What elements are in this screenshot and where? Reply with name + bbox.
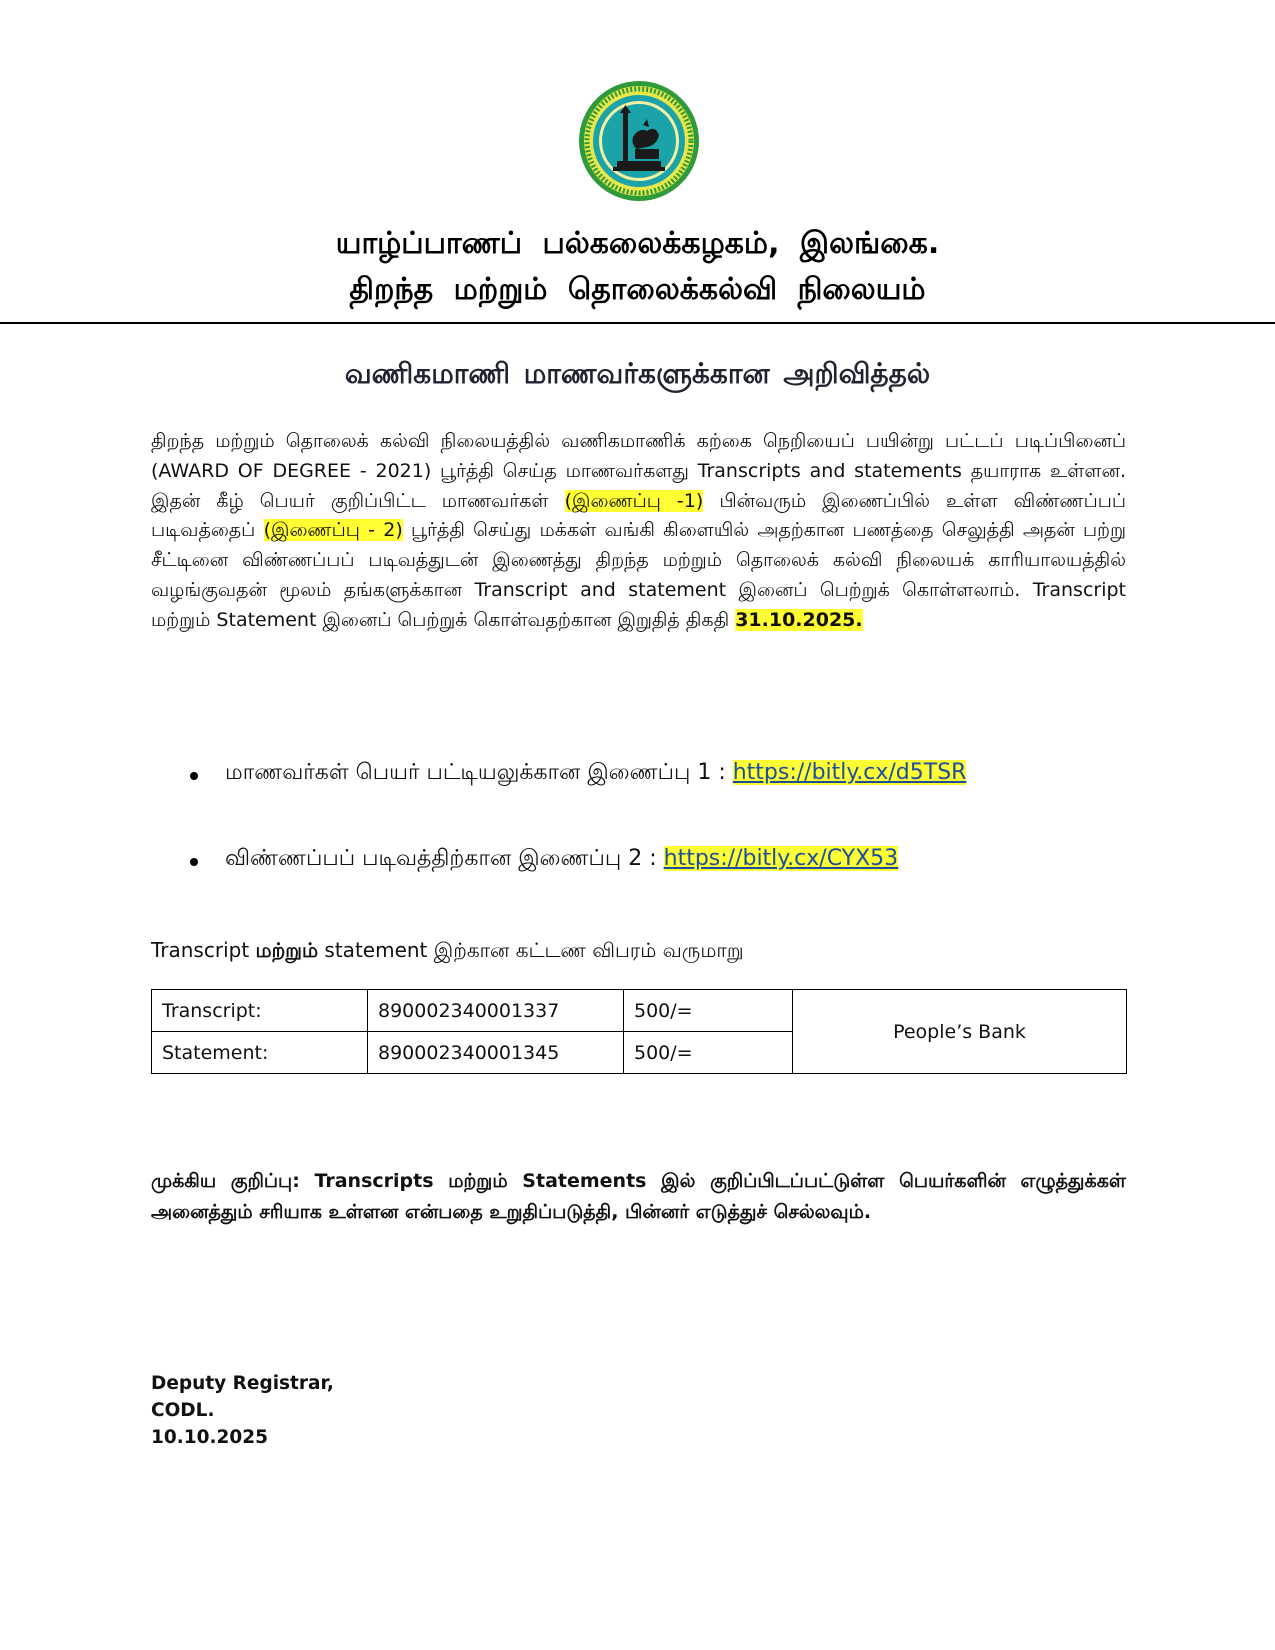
- link-1-label: மாணவர்கள் பெயர் பட்டியலுக்கான இணைப்பு 1 :: [225, 760, 733, 785]
- important-note: முக்கிய குறிப்பு: Transcripts மற்றும் Statements இல் குறிப்பிடப்பட்டுள்ள பெயர்களின் எழுத்துக்கள் அனைத்தும் சரியாக உள்ளன என்பதை உறுதிப்படுத்தி, பின்னர் எடுத்துச் செல்லவும்.: [151, 1170, 1126, 1223]
- deadline-period: .: [855, 608, 863, 631]
- fee-caption: [151, 938, 744, 965]
- centre-name: திறந்த மற்றும் தொலைக்கல்வி நிலையம்: [349, 272, 926, 307]
- fee-item-cell: Transcript:: [152, 990, 368, 1032]
- fee-caption-pre: Transcript: [151, 938, 256, 962]
- signature-block: [151, 1370, 334, 1451]
- fee-caption-bold: மற்றும்: [255, 938, 319, 962]
- paragraph-text-3: பூர்த்தி செய்து மக்கள் வங்கி கிளையில் அதற்கான பணத்தை செலுத்தி அதன் பற்று சீட்டினை விண்ணப்பப் படிவத்துடன் இணைத்து திறந்த மற்றும் தொலைக் கல்வி நிலையக் காரியாலயத்தில் வழங்குவதன் மூலம் தங்களுக்கான Transcript and statement இனைப் பெற்றுக் கொள்ளலாம். Transcript மற்றும் Statement இனைப் பெற்றுக் கொள்வதற்கான இறுதித் திகதி: [151, 519, 1126, 631]
- annex-1-highlight: (இணைப்பு -1): [564, 489, 704, 512]
- bullet-icon: [190, 772, 198, 780]
- signatory-designation: Deputy Registrar,: [151, 1373, 334, 1394]
- signature-date: 10.10.2025: [151, 1427, 269, 1448]
- student-list-link[interactable]: https://bitly.cx/d5TSR: [732, 760, 967, 785]
- account-number-cell: 890002340001345: [368, 1032, 624, 1074]
- paragraph-text-1: திறந்த மற்றும் தொலைக் கல்வி நிலையத்தில் வணிகமாணிக் கற்கை நெறியைப் பயின்று பட்டப் படிப்பினைப் (AWARD OF DEGREE - 2021) பூர்த்தி செய்த மாணவர்களது Transcripts and statements தயாராக உள்ளன. இதன் கீழ் பெயர் குறிப்பிட்ட மாணவர்கள்: [151, 430, 1126, 512]
- signatory-office: CODL.: [151, 1400, 215, 1421]
- account-number-cell: 890002340001337: [368, 990, 624, 1032]
- bank-cell: People’s Bank: [793, 990, 1127, 1074]
- amount-cell: 500/=: [624, 1032, 793, 1074]
- fee-table: [151, 989, 1127, 1074]
- deadline-date: 31.10.2025: [735, 608, 856, 631]
- fee-item-cell: Statement:: [152, 1032, 368, 1074]
- fee-caption-post: statement இற்கான கட்டண விபரம் வருமாறு: [318, 938, 744, 962]
- amount-cell: 500/=: [624, 990, 793, 1032]
- university-name: யாழ்ப்பாணப் பல்கலைக்கழகம், இலங்கை.: [335, 226, 940, 261]
- link-2-label: விண்ணப்பப் படிவத்திற்கான இணைப்பு 2 :: [225, 846, 664, 871]
- application-form-link[interactable]: https://bitly.cx/CYX53: [663, 846, 899, 871]
- notice-paragraph: [151, 427, 1126, 636]
- table-row: [152, 990, 1127, 1032]
- annex-2-highlight: (இணைப்பு - 2): [263, 519, 403, 542]
- header-divider: [0, 322, 1275, 324]
- paragraph-text-2: பின்வரும் இணைப்பில் உள்ள விண்ணப்பப் படிவத்தைப்: [151, 489, 1126, 542]
- university-seal-icon: [577, 79, 701, 203]
- bullet-icon: [190, 858, 198, 866]
- notice-title: வணிகமாணி மாணவர்களுக்கான அறிவித்தல்: [344, 357, 931, 390]
